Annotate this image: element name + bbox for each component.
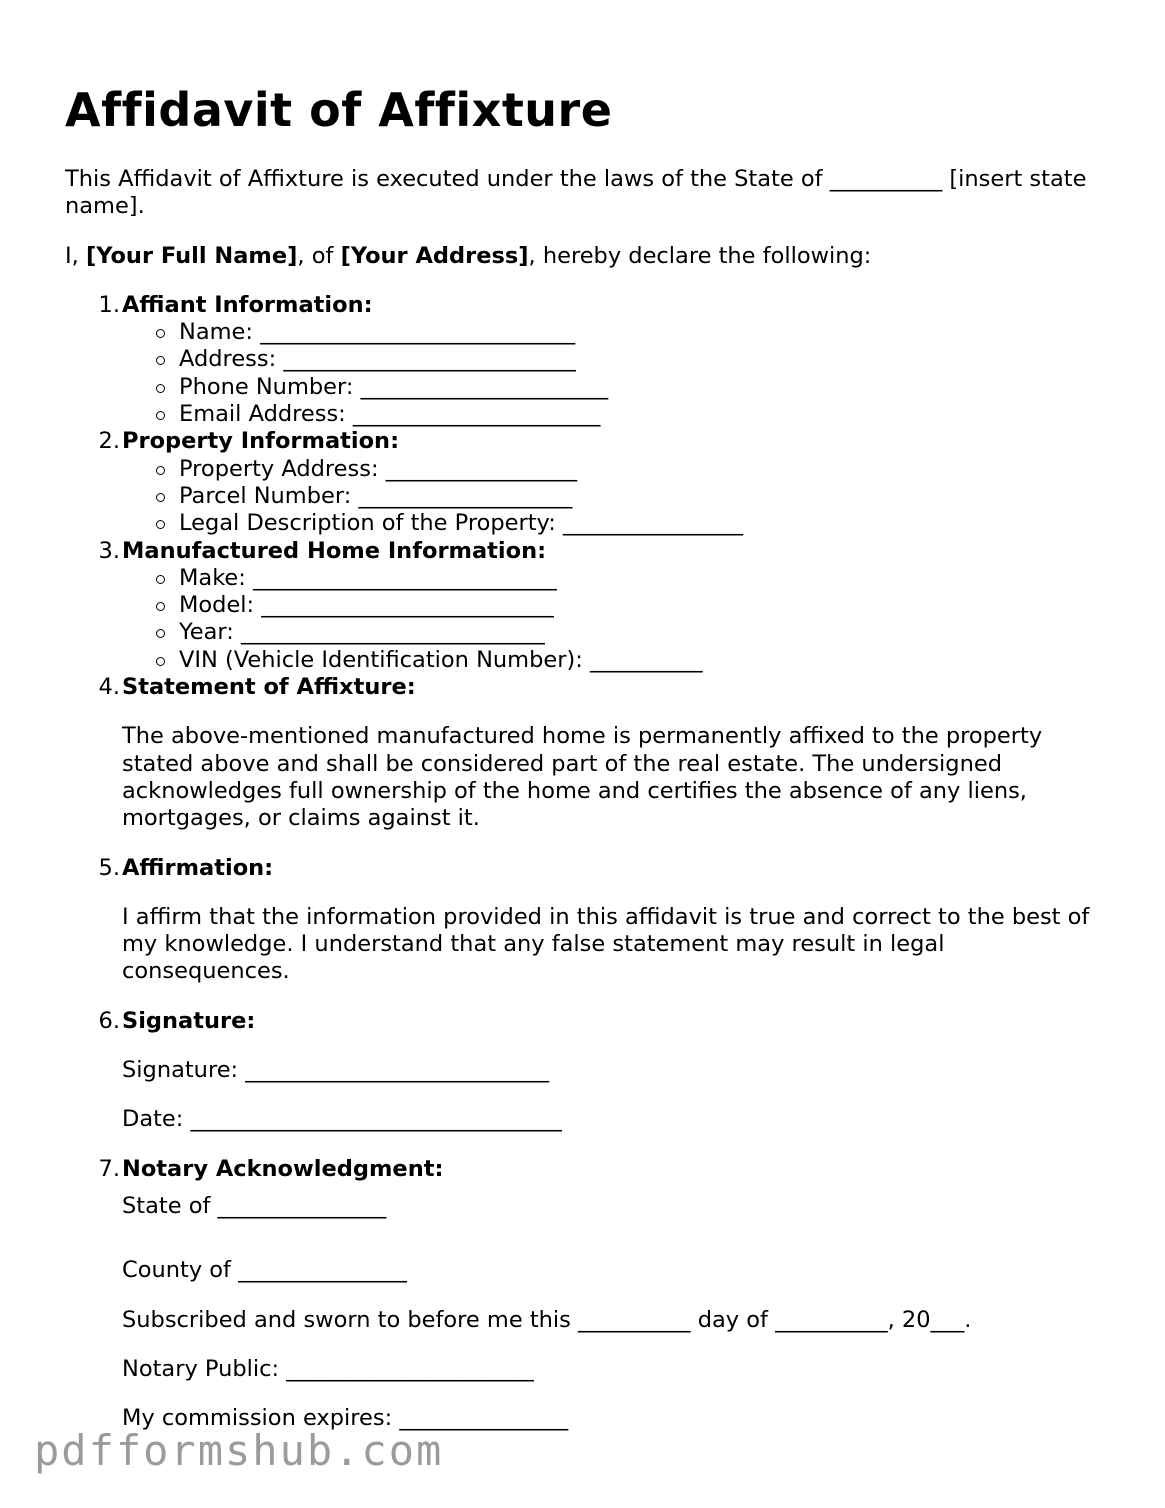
page-title: Affidavit of Affixture	[65, 83, 613, 137]
intro-paragraph: This Affidavit of Affixture is executed under the laws of the State of __________ [insert state name].	[65, 166, 1087, 220]
section-statement-of-affixture	[98, 674, 1115, 832]
section-number: 6.	[98, 1007, 120, 1034]
affirmation-paragraph: I affirm that the information provided in this affidavit is true and correct to the best of my knowledge. I understand that any false statement may result in legal consequences.	[122, 903, 1090, 985]
signature-line[interactable]: Signature: ___________________________	[122, 1057, 550, 1084]
field-legal-description[interactable]: Legal Description of the Property: ________________	[179, 510, 1115, 537]
section-notary-acknowledgment	[98, 1155, 1115, 1433]
notary-state-line[interactable]: State of _______________	[122, 1192, 387, 1219]
section-title: Manufactured Home Information:	[122, 537, 547, 564]
declaration-prefix: I,	[65, 242, 86, 269]
field-property-address[interactable]: Property Address: _________________	[179, 456, 1115, 483]
section-number: 4.	[98, 674, 120, 701]
section-title: Statement of Affixture:	[122, 674, 416, 701]
section-signature	[98, 1007, 1115, 1156]
notary-county-line[interactable]: County of _______________	[122, 1257, 407, 1284]
declaration-address-placeholder: [Your Address]	[340, 242, 529, 269]
section-number: 3.	[98, 537, 120, 564]
notary-public-line[interactable]: Notary Public: ______________________	[122, 1355, 534, 1382]
section-title: Signature:	[122, 1007, 256, 1034]
date-line[interactable]: Date: _________________________________	[122, 1106, 562, 1133]
notary-commission-line[interactable]: My commission expires: _______________	[122, 1405, 569, 1432]
spacer	[122, 1134, 1115, 1156]
declaration-name-placeholder: [Your Full Name]	[85, 242, 298, 269]
section-title: Affiant Information:	[122, 291, 373, 318]
field-make[interactable]: Make: ___________________________	[179, 565, 1115, 592]
field-phone-number[interactable]: Phone Number: ______________________	[179, 374, 1115, 401]
sections-list	[65, 292, 1115, 1433]
field-parcel-number[interactable]: Parcel Number: ___________________	[179, 483, 1115, 510]
field-address[interactable]: Address: __________________________	[179, 346, 1115, 373]
affiant-fields-list	[122, 319, 1115, 428]
section-number: 7.	[98, 1155, 120, 1182]
section-manufactured-home-information	[98, 537, 1115, 674]
field-email-address[interactable]: Email Address: ______________________	[179, 401, 1115, 428]
field-vin[interactable]: VIN (Vehicle Identification Number): __________	[179, 647, 1115, 674]
section-property-information	[98, 428, 1115, 537]
field-year[interactable]: Year: ___________________________	[179, 619, 1115, 646]
property-fields-list	[122, 456, 1115, 538]
declaration-middle: , of	[297, 242, 341, 269]
section-affiant-information	[98, 291, 1115, 428]
field-name[interactable]: Name: ____________________________	[179, 319, 1115, 346]
section-number: 1.	[98, 291, 120, 318]
notary-sworn-line[interactable]: Subscribed and sworn to before me this __________ day of __________, 20___.	[122, 1306, 972, 1333]
home-fields-list	[122, 565, 1115, 674]
section-title: Property Information:	[122, 428, 400, 455]
declaration-paragraph	[65, 243, 1115, 270]
declaration-suffix: , hereby declare the following:	[528, 242, 872, 269]
section-affirmation	[98, 854, 1115, 986]
watermark: pdfformshub.com	[34, 1426, 444, 1475]
section-number: 2.	[98, 428, 120, 455]
section-title: Affirmation:	[122, 854, 274, 881]
document-page	[65, 82, 1115, 1432]
section-number: 5.	[98, 854, 120, 881]
statement-paragraph: The above-mentioned manufactured home is permanently affixed to the property stated above and shall be considered part of the real estate. The undersigned acknowledges full ownership of the home and certifies the absence of any liens, mortgages, or claims against it.	[122, 723, 1043, 832]
section-title: Notary Acknowledgment:	[122, 1155, 444, 1182]
field-model[interactable]: Model: __________________________	[179, 592, 1115, 619]
